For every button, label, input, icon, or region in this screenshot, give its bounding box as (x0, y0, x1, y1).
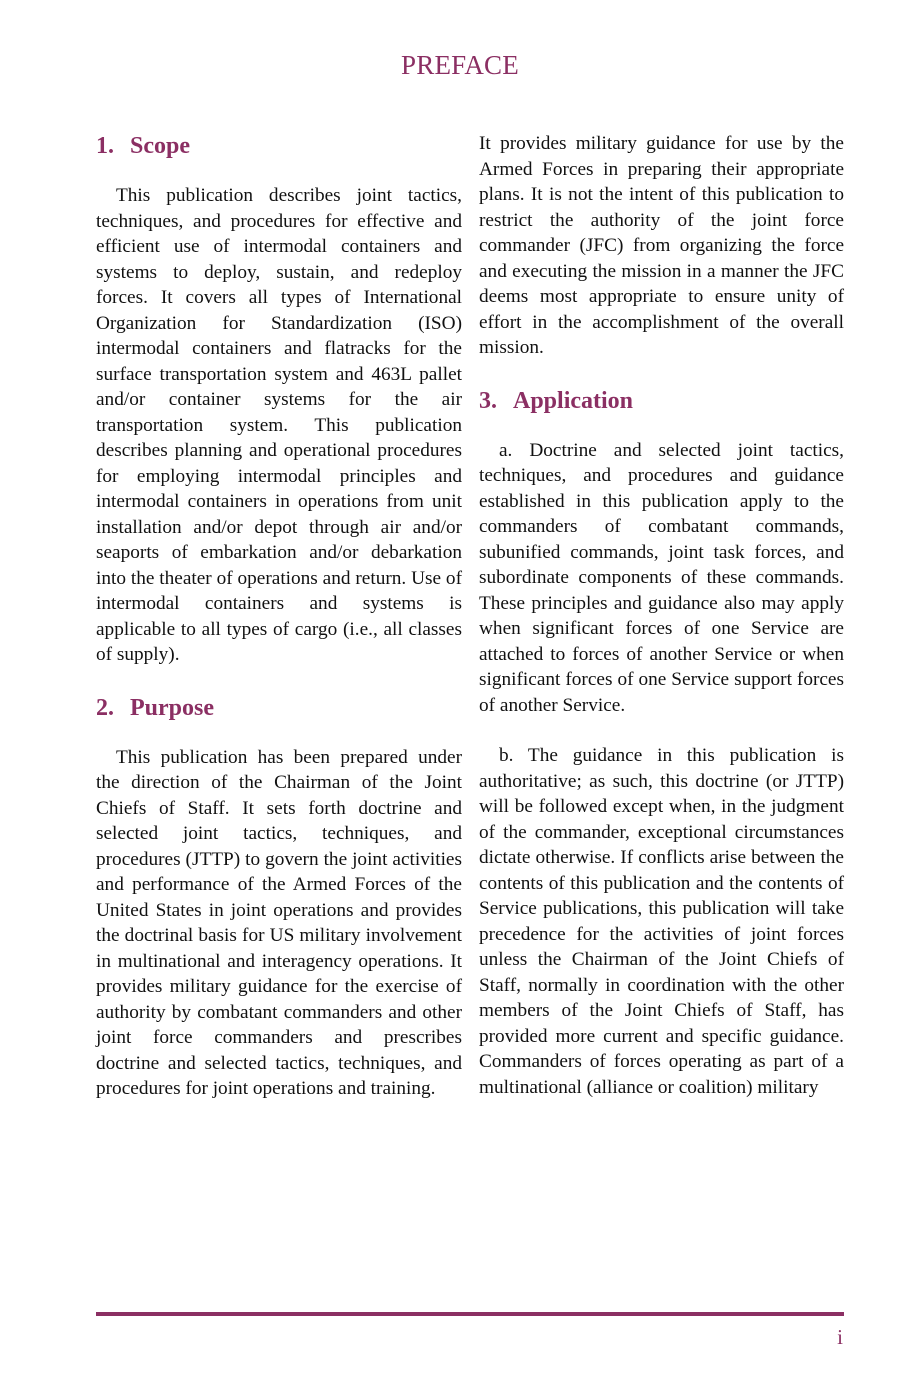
left-column (96, 131, 462, 1102)
right-column (479, 131, 844, 1100)
section-heading-purpose (96, 693, 462, 723)
application-paragraph-a: a. Doctrine and selected joint tactics, techniques, and procedures and guidance established in this publication apply to the commanders of combatant commands, subunified commands, joint task forces, and subordinate components of these commands. These principles and guidance also may apply when significant forces of one Service are attached to forces of another Service or when significant forces of one Service support forces of another Service. (479, 439, 844, 716)
scope-paragraph: This publication describes joint tactics, techniques, and procedures for effective and efficient use of intermodal containers and systems to deploy, sustain, and redeploy forces. It covers all types of International Organization for Standardization (ISO) intermodal containers and flatracks for the surface transportation system and 463L pallet and/or container systems for the air transportation system. This publication describes planning and operational procedures for employing intermodal principles and intermodal containers in operations from unit installation and/or depot through air and/or seaports of embarkation and/or debarkation into the theater of operations and return. Use of intermodal containers and systems is applicable to all types of cargo (i.e., all classes of supply). (96, 185, 462, 665)
section-heading-scope (96, 131, 462, 161)
application-paragraph-b: b. The guidance in this publication is authoritative; as such, this doctrine (or JTTP) will be followed except when, in the judgment of the commander, exceptional circumstances dictate otherwise. If conflicts arise between the contents of this publication and the contents of Service publications, this publication will take precedence for the activities of joint forces unless the Chairman of the Joint Chiefs of Staff, normally in coordination with the other members of the Joint Chiefs of Staff, has provided more current and specific guidance. Commanders of forces operating as part of a multinational (alliance or coalition) military (479, 745, 844, 1098)
section-title: Application (513, 387, 634, 414)
section-number: 2. (96, 694, 114, 721)
purpose-paragraph: This publication has been prepared under the direction of the Chairman of the Joint Chiefs of Staff. It sets forth doctrine and selected joint tactics, techniques, and procedures (JTTP) to govern the joint activities and performance of the Armed Forces of the United States in joint operations and provides the doctrinal basis for US military involvement in multinational and interagency operations. It provides military guidance for the exercise of authority by combatant commanders and other joint force commanders and prescribes doctrine and selected tactics, techniques, and procedures for joint operations and training. (96, 746, 462, 1099)
section-title: Scope (130, 133, 190, 159)
footer-rule (96, 1312, 844, 1316)
section-number: 1. (96, 133, 114, 159)
section-number: 3. (479, 387, 497, 414)
section-title: Purpose (130, 694, 214, 721)
page-title: PREFACE (401, 50, 519, 80)
section-heading-application (479, 386, 844, 416)
purpose-continuation-paragraph: It provides military guidance for use by the Armed Forces in preparing their appropriate plans. It is not the intent of this publication to restrict the authority of the joint force commander (JFC) from organizing the force and executing the mission in a manner the JFC deems most appropriate to ensure unity of effort in the accomplishment of the overall mission. (479, 133, 844, 358)
page-number: i (837, 1325, 843, 1349)
